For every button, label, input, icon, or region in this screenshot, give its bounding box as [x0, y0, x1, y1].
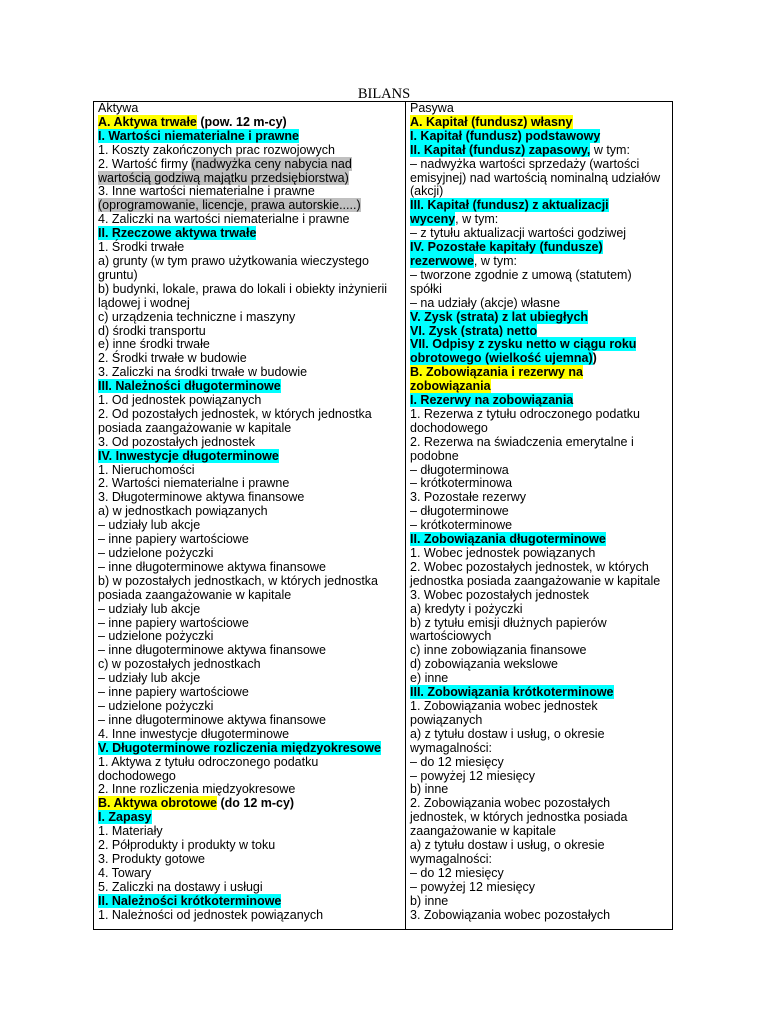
line-text: 3. Zobowiązania wobec pozostałych [410, 907, 611, 922]
assets-row [98, 241, 402, 255]
liabilities-row [410, 227, 669, 241]
line-text: obrotowego (wielkość ujemna) [410, 351, 593, 366]
liabilities-lines [410, 116, 669, 923]
assets-row [98, 630, 402, 644]
line-text: – do 12 miesięcy [410, 754, 504, 769]
line-text: II. Kapitał (fundusz) zapasowy, [410, 142, 591, 157]
assets-row [98, 297, 402, 311]
line-text: lądowej i wodnej [98, 295, 190, 310]
line-text: ) [592, 351, 597, 366]
line-text: e) inne środki trwałe [98, 337, 210, 352]
liabilities-row [410, 491, 669, 505]
line-text: – krótkoterminowe [410, 518, 513, 533]
line-text: II. Należności krótkoterminowe [98, 893, 282, 908]
line-text: II. Rzeczowe aktywa trwałe [98, 226, 257, 241]
line-text: dochodowego [98, 768, 176, 783]
liabilities-row [410, 255, 669, 269]
liabilities-row [410, 505, 669, 519]
assets-row [98, 394, 402, 408]
line-text: – długoterminowe [410, 504, 509, 519]
assets-row [98, 172, 402, 186]
liabilities-row [410, 672, 669, 686]
line-text: V. Zysk (strata) z lat ubiegłych [410, 309, 589, 324]
line-text: 1. Od jednostek powiązanych [98, 393, 262, 408]
line-text: 1. Koszty zakończonych prac rozwojowych [98, 142, 335, 157]
line-text: IV. Pozostałe kapitały (fundusze) [410, 240, 603, 255]
assets-row [98, 714, 402, 728]
assets-lines [98, 116, 402, 923]
line-text: – inne papiery wartościowe [98, 532, 249, 547]
line-text: jednostek, w których jednostka posiada [410, 810, 628, 825]
line-text: – inne długoterminowe aktywa finansowe [98, 559, 326, 574]
line-text: b) w pozostałych jednostkach, w których jednostka [98, 573, 378, 588]
line-text: – inne długoterminowe aktywa finansowe [98, 643, 326, 658]
liabilities-row [410, 380, 669, 394]
line-text: – inne papiery wartościowe [98, 615, 249, 630]
assets-row [98, 144, 402, 158]
liabilities-row [410, 464, 669, 478]
line-text: 3. Wobec pozostałych jednostek [410, 587, 590, 602]
line-text: (nadwyżka ceny nabycia nad [191, 156, 352, 171]
liabilities-row [410, 422, 669, 436]
assets-row [98, 213, 402, 227]
line-text: – inne długoterminowe aktywa finansowe [98, 712, 326, 727]
assets-row [98, 450, 402, 464]
assets-row [98, 617, 402, 631]
liabilities-row [410, 297, 669, 311]
line-text: powiązanych [410, 712, 483, 727]
assets-row [98, 783, 402, 797]
line-text: d) zobowiązania wekslowe [410, 657, 558, 672]
line-text: a) z tytułu dostaw i usług, o okresie [410, 838, 605, 853]
assets-row [98, 130, 402, 144]
assets-row [98, 185, 402, 199]
liabilities-row [410, 881, 669, 895]
liabilities-row [410, 366, 669, 380]
line-text: – nadwyżka wartości sprzedaży (wartości [410, 156, 640, 171]
liabilities-row [410, 241, 669, 255]
liabilities-row [410, 352, 669, 366]
line-text: – z tytułu aktualizacji wartości godziwej [410, 226, 627, 241]
line-text: 2. Od pozostałych jednostek, w których jednostka [98, 406, 372, 421]
line-text: e) inne [410, 671, 449, 686]
line-text: III. Należności długoterminowe [98, 379, 281, 394]
assets-row [98, 575, 402, 589]
line-text: podobne [410, 448, 459, 463]
line-text: B. Zobowiązania i rezerwy na [410, 365, 583, 380]
line-text: – tworzone zgodnie z umową (statutem) [410, 267, 632, 282]
liabilities-row [410, 700, 669, 714]
line-text: rezerwowe [410, 253, 474, 268]
line-text: a) grunty (w tym prawo użytkowania wieczystego [98, 253, 369, 268]
line-text: – powyżej 12 miesięcy [410, 768, 536, 783]
line-text: IV. Inwestycje długoterminowe [98, 448, 279, 463]
line-text: – długoterminowa [410, 462, 509, 477]
liabilities-row [410, 658, 669, 672]
line-text: I. Kapitał (fundusz) podstawowy [410, 128, 601, 143]
line-text: 3. Zaliczki na środki trwałe w budowie [98, 365, 308, 380]
line-text: jednostka posiada zaangażowanie w kapitale [410, 573, 661, 588]
line-text: 3. Produkty gotowe [98, 851, 206, 866]
liabilities-row [410, 797, 669, 811]
line-text: gruntu) [98, 267, 138, 282]
liabilities-row [410, 589, 669, 603]
assets-row [98, 895, 402, 909]
assets-row [98, 311, 402, 325]
line-text: – udzielone pożyczki [98, 698, 214, 713]
liabilities-row [410, 116, 669, 130]
liabilities-row [410, 686, 669, 700]
assets-row [98, 477, 402, 491]
assets-row [98, 533, 402, 547]
line-text: – udzielone pożyczki [98, 629, 214, 644]
assets-column [94, 102, 406, 929]
assets-row [98, 839, 402, 853]
line-text: b) z tytułu emisji dłużnych papierów [410, 615, 607, 630]
assets-row [98, 283, 402, 297]
liabilities-row [410, 756, 669, 770]
liabilities-row [410, 742, 669, 756]
liabilities-row [410, 714, 669, 728]
line-text: 4. Zaliczki na wartości niematerialne i prawne [98, 212, 350, 227]
line-text: 5. Zaliczki na dostawy i usługi [98, 879, 263, 894]
line-text: d) środki transportu [98, 323, 206, 338]
line-text: VII. Odpisy z zysku netto w ciągu roku [410, 337, 637, 352]
line-text: 2. Półprodukty i produkty w toku [98, 838, 276, 853]
line-text: 1. Wobec jednostek powiązanych [410, 546, 596, 560]
line-text: 2. Wobec pozostałych jednostek, w których [410, 559, 649, 574]
line-text: wyceny [410, 212, 456, 227]
line-text: I. Zapasy [98, 810, 152, 825]
assets-row [98, 700, 402, 714]
line-text: emisyjnej) nad wartością nominalną udziałów [410, 170, 661, 185]
line-text: 2. Środki trwałe w budowie [98, 351, 247, 366]
assets-row [98, 756, 402, 770]
assets-row [98, 658, 402, 672]
liabilities-row [410, 867, 669, 881]
line-text: 1. Materiały [98, 824, 163, 839]
liabilities-row [410, 130, 669, 144]
line-text: spółki [410, 281, 442, 296]
assets-row [98, 589, 402, 603]
liabilities-row [410, 575, 669, 589]
liabilities-row [410, 547, 669, 561]
liabilities-row [410, 561, 669, 575]
line-text: – do 12 miesięcy [410, 865, 504, 880]
liabilities-row [410, 283, 669, 297]
liabilities-row [410, 477, 669, 491]
line-text: c) urządzenia techniczne i maszyny [98, 309, 296, 324]
assets-row [98, 881, 402, 895]
line-text: – udziały lub akcje [98, 671, 201, 686]
line-text: 1. Nieruchomości [98, 462, 195, 477]
liabilities-column [406, 102, 672, 929]
assets-row [98, 505, 402, 519]
assets-row [98, 352, 402, 366]
liabilities-row [410, 853, 669, 867]
liabilities-row [410, 394, 669, 408]
line-text: B. Aktywa obrotowe [98, 796, 217, 811]
assets-row [98, 436, 402, 450]
liabilities-row [410, 519, 669, 533]
assets-row [98, 742, 402, 756]
liabilities-row [410, 909, 669, 923]
assets-row [98, 422, 402, 436]
line-text: b) budynki, lokale, prawa do lokali i obiekty inżynierii [98, 281, 388, 296]
line-text: , w tym: [473, 253, 517, 268]
assets-row [98, 366, 402, 380]
assets-row [98, 853, 402, 867]
line-text: (do 12 m-cy) [217, 796, 295, 811]
line-text: – krótkoterminowa [410, 476, 513, 491]
line-text: I. Wartości niematerialne i prawne [98, 128, 299, 143]
liabilities-row [410, 783, 669, 797]
liabilities-row [410, 603, 669, 617]
line-text: (akcji) [410, 184, 444, 199]
assets-row [98, 603, 402, 617]
balance-sheet-table [93, 101, 673, 930]
assets-row [98, 199, 402, 213]
line-text: wartościowych [410, 629, 492, 644]
line-text: a) w jednostkach powiązanych [98, 504, 268, 519]
line-text: w tym: [590, 142, 630, 157]
assets-row [98, 672, 402, 686]
line-text: II. Zobowiązania długoterminowe [410, 532, 606, 547]
liabilities-row [410, 839, 669, 853]
line-text: III. Zobowiązania krótkoterminowe [410, 685, 614, 700]
liabilities-row [410, 172, 669, 186]
assets-row [98, 325, 402, 339]
line-text: – udzielone pożyczki [98, 546, 214, 560]
liabilities-row [410, 199, 669, 213]
assets-row [98, 380, 402, 394]
liabilities-header: Pasywa [410, 102, 454, 115]
line-text: posiada zaangażowanie w kapitale [98, 587, 292, 602]
line-text: 3. Inne wartości niematerialne i prawne [98, 184, 315, 199]
assets-row [98, 227, 402, 241]
line-text: dochodowego [410, 420, 488, 435]
line-text: 1. Zobowiązania wobec jednostek [410, 698, 598, 713]
line-text: 3. Od pozostałych jednostek [98, 434, 256, 449]
line-text: VI. Zysk (strata) netto [410, 323, 538, 338]
assets-row [98, 519, 402, 533]
liabilities-row [410, 311, 669, 325]
line-text: 2. Wartość firmy [98, 156, 192, 171]
liabilities-row [410, 325, 669, 339]
liabilities-row [410, 185, 669, 199]
liabilities-row [410, 617, 669, 631]
assets-row [98, 116, 402, 130]
line-text: 2. Inne rozliczenia międzyokresowe [98, 782, 296, 797]
assets-row [98, 408, 402, 422]
line-text: A. Kapitał (fundusz) własny [410, 114, 573, 129]
line-text: posiada zaangażowanie w kapitale [98, 420, 292, 435]
assets-row [98, 158, 402, 172]
assets-row [98, 269, 402, 283]
line-text: – udziały lub akcje [98, 518, 201, 533]
liabilities-row [410, 630, 669, 644]
document-title: BILANS [357, 86, 411, 102]
line-text: c) inne zobowiązania finansowe [410, 643, 587, 658]
liabilities-row [410, 436, 669, 450]
line-text: 2. Zobowiązania wobec pozostałych [410, 796, 611, 811]
assets-row [98, 547, 402, 561]
assets-header: Aktywa [98, 102, 139, 115]
line-text: – na udziały (akcje) własne [410, 295, 561, 310]
liabilities-row [410, 269, 669, 283]
line-text: c) w pozostałych jednostkach [98, 657, 261, 672]
line-text: (oprogramowanie, licencje, prawa autorskie.....) [98, 198, 361, 213]
assets-row [98, 770, 402, 784]
assets-row [98, 797, 402, 811]
line-text: III. Kapitał (fundusz) z aktualizacji [410, 198, 609, 213]
liabilities-row [410, 770, 669, 784]
assets-row [98, 811, 402, 825]
liabilities-row [410, 811, 669, 825]
line-text: wartością godziwą majątku przedsiębiorstwa) [98, 170, 349, 185]
line-text: a) z tytułu dostaw i usług, o okresie [410, 726, 605, 741]
liabilities-row [410, 533, 669, 547]
line-text: , w tym: [455, 212, 499, 227]
line-text: 1. Rezerwa z tytułu odroczonego podatku [410, 406, 640, 421]
assets-row [98, 464, 402, 478]
line-text: b) inne [410, 782, 449, 797]
line-text: zaangażowanie w kapitale [410, 824, 556, 839]
assets-row [98, 909, 402, 923]
liabilities-row [410, 158, 669, 172]
line-text: wymagalności: [410, 851, 492, 866]
liabilities-row [410, 825, 669, 839]
line-text: zobowiązania [410, 379, 491, 394]
assets-row [98, 728, 402, 742]
assets-row [98, 825, 402, 839]
line-text: – udziały lub akcje [98, 601, 201, 616]
assets-row [98, 644, 402, 658]
liabilities-row [410, 338, 669, 352]
line-text: 2. Rezerwa na świadczenia emerytalne i [410, 434, 634, 449]
line-text: 3. Długoterminowe aktywa finansowe [98, 490, 305, 505]
line-text: 2. Wartości niematerialne i prawne [98, 476, 290, 491]
liabilities-row [410, 408, 669, 422]
line-text: a) kredyty i pożyczki [410, 601, 523, 616]
assets-row [98, 561, 402, 575]
assets-row [98, 686, 402, 700]
liabilities-row [410, 213, 669, 227]
assets-row [98, 491, 402, 505]
line-text: A. Aktywa trwałe [98, 114, 197, 129]
liabilities-row [410, 450, 669, 464]
liabilities-row [410, 728, 669, 742]
line-text: I. Rezerwy na zobowiązania [410, 393, 574, 408]
assets-row [98, 255, 402, 269]
liabilities-row [410, 144, 669, 158]
line-text: 1. Środki trwałe [98, 240, 185, 255]
line-text: 1. Należności od jednostek powiązanych [98, 907, 324, 922]
line-text: – powyżej 12 miesięcy [410, 879, 536, 894]
liabilities-row [410, 895, 669, 909]
line-text: – inne papiery wartościowe [98, 685, 249, 700]
line-text: 4. Inne inwestycje długoterminowe [98, 726, 290, 741]
liabilities-row [410, 644, 669, 658]
line-text: wymagalności: [410, 740, 492, 755]
assets-row [98, 867, 402, 881]
line-text: 4. Towary [98, 865, 152, 880]
line-text: 3. Pozostałe rezerwy [410, 490, 527, 505]
line-text: V. Długoterminowe rozliczenia międzyokresowe [98, 740, 381, 755]
line-text: (pow. 12 m-cy) [196, 114, 287, 129]
line-text: b) inne [410, 893, 449, 908]
line-text: 1. Aktywa z tytułu odroczonego podatku [98, 754, 319, 769]
